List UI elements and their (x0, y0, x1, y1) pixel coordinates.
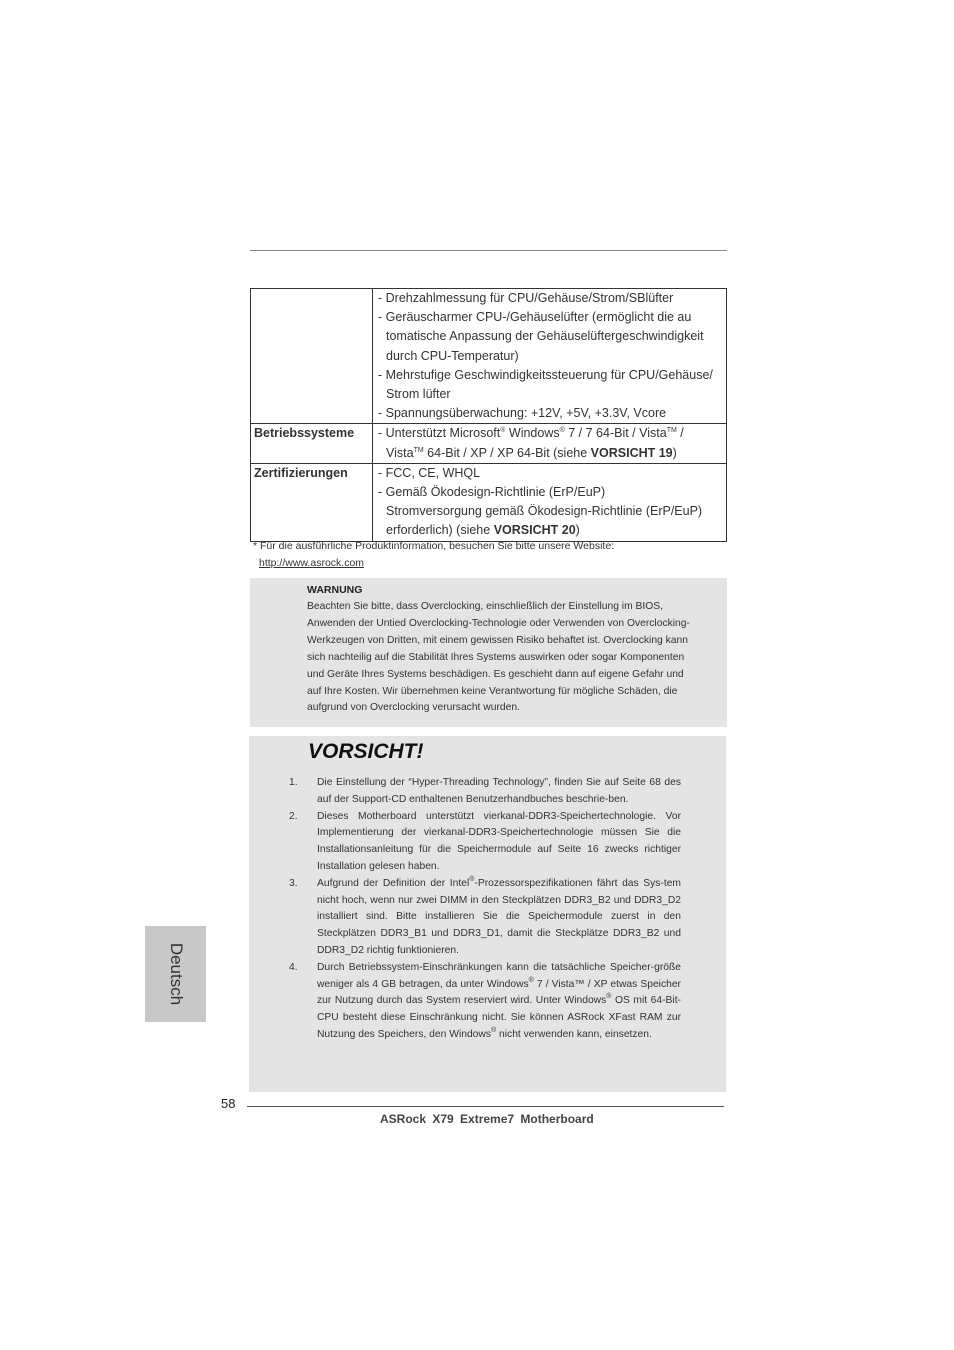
language-label: Deutsch (166, 942, 186, 1006)
warning-text: Beachten Sie bitte, dass Overclocking, einschließlich der Einstellung im BIOS, Anwenden der Untied Overclocking-Technologie oder Verwenden von Overclocking- Werkzeugen von Dritten, mit einem gewissen Risiko behaftet ist. Overclocking kann sich nachteilig auf die Stabilität Ihres Systems auswirken oder sogar Komponenten und Geräte Ihres Systems beschädigen. Es geschieht dann auf eigene Gefahr und auf Ihre Kosten. Wir übernehmen keine Verantwortung für mögliche Schäden, die aufgrund von Overclocking verursacht wurden. (307, 601, 690, 714)
language-side-tab (145, 926, 206, 1022)
website-link[interactable]: http://www.asrock.com (259, 556, 365, 569)
spec-line: - Mehrstufige Geschwindigkeitssteuerung für CPU/Gehäuse/ (378, 367, 713, 382)
caution-title: VORSICHT! (308, 740, 424, 763)
bottom-rule (247, 1106, 724, 1107)
top-rule (250, 250, 727, 251)
spec-line: Strom lüfter (386, 387, 451, 402)
spec-line: erforderlich) (siehe VORSICHT 20) (386, 523, 580, 538)
table-row (251, 289, 727, 424)
spec-key-cert: Zertifizierungen (251, 463, 373, 541)
spec-line: - FCC, CE, WHQL (378, 465, 481, 480)
page-number: 58 (221, 1096, 236, 1111)
list-item: 3. Aufgrund der Definition der Intel®-Prozessorspezifikationen fährt das Sys-tem nicht hoch, wenn nur zwei DIMM in den Steckplätzen DDR3_B2 und DDR3_D2 installiert sind. Bitte installieren Sie die Speichermodule zuerst in den Steckplätzen DDR3_B1 und DDR3_D1, damit die Steckplätze DDR3_B2 und DDR3_D2 richtig funktionieren. (289, 875, 682, 956)
spec-line: - Spannungsüberwachung: +12V, +5V, +3.3V, Vcore (378, 406, 667, 421)
spec-key-os: Betriebssysteme (251, 424, 373, 463)
spec-line: Vista™ 64-Bit / XP / XP 64-Bit (siehe VORSICHT 19) (386, 445, 677, 460)
spec-line: - Drehzahlmessung für CPU/Gehäuse/Strom/SBlüfter (378, 291, 674, 305)
spec-key (251, 289, 373, 424)
warning-box (250, 578, 727, 727)
table-row (251, 424, 727, 463)
footnote (253, 538, 614, 571)
spec-value (373, 289, 727, 424)
spec-line: tomatische Anpassung der Gehäuselüftergeschwindigkeit (386, 329, 704, 344)
spec-line: - Geräuscharmer CPU-/Gehäuselüfter (ermöglicht die au (378, 310, 692, 325)
list-item: 1. Die Einstellung der “Hyper-Threading Technology”, finden Sie auf Seite 68 des auf der Support-CD enthaltenen Benutzerhandbuches beschrie-ben. (289, 777, 681, 805)
spec-value-cert (373, 463, 727, 541)
list-item: 4. Durch Betriebssystem-Einschränkungen kann die tatsächliche Speicher-größe weniger als 4 GB betragen, da unter Windows® 7 / Vista™ / XP etwas Speicher zur Nutzung durch das System reserviert wird. Unter Windows® OS mit 64-Bit-CPU besteht diese Einschränkung nicht. Sie können ASRock XFast RAM zur Nutzung des Speichers, den Windows® nicht verwenden kann, einsetzen. (289, 961, 681, 1040)
footer-title: ASRock X79 Extreme7 Motherboard (380, 1112, 594, 1126)
spec-line: - Unterstützt Microsoft® Windows® 7 / 7 64-Bit / Vista™ / (378, 426, 684, 441)
spec-line: Stromversorgung gemäß Ökodesign-Richtlinie (ErP/EuP) (386, 504, 703, 519)
footnote-text: * Für die ausführliche Produktinformation, besuchen Sie bitte unsere Website: (253, 540, 615, 552)
spec-value-os (373, 424, 727, 463)
spec-line: durch CPU-Temperatur) (386, 348, 519, 363)
table-row (251, 463, 727, 541)
caution-list (289, 775, 681, 1044)
list-item: 2. Dieses Motherboard unterstützt vierkanal-DDR3-Speichertechnologie. Vor Implementierung der vierkanal-DDR3-Speichertechnologie müssen Sie die Installationsanleitung für die Speichermodule auf Seite 16 zwecks richtiger Installation gelesen haben. (289, 810, 681, 872)
caution-box (249, 736, 726, 1092)
spec-line: - Gemäß Ökodesign-Richtlinie (ErP/EuP) (378, 485, 606, 500)
warning-title: WARNUNG (307, 584, 363, 596)
spec-table (250, 288, 727, 542)
